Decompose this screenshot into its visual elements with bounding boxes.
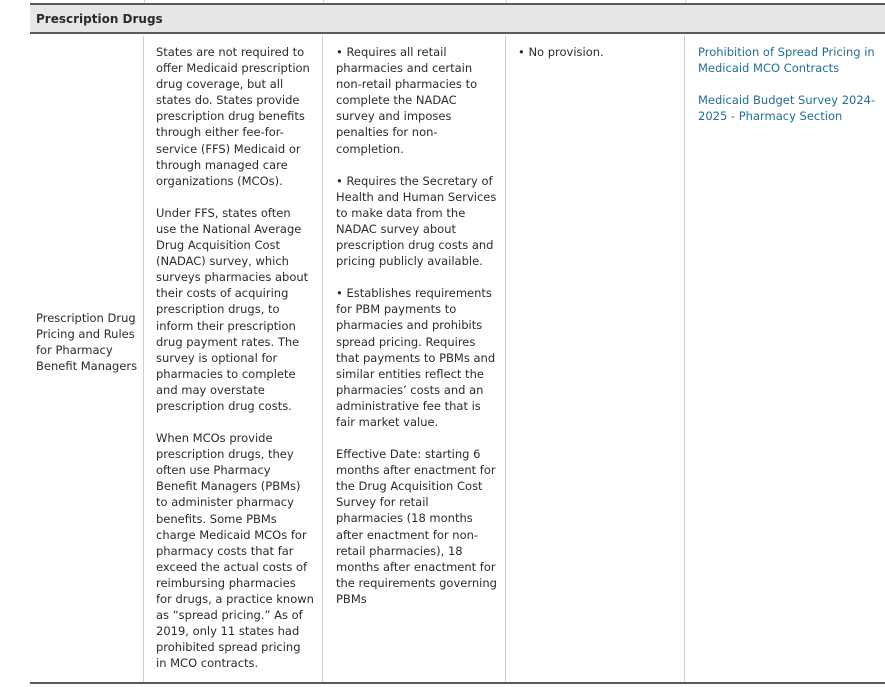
- house-provision-item: • Requires the Secretary of Health and Human Services to make data from the NADAC survey about prescription drug costs and pricing publicly available.: [336, 173, 497, 269]
- topic-cell: [30, 36, 144, 682]
- house-provision-item: • Establishes requirements for PBM payments to pharmacies and prohibits spread pricing. Requires that payments to PBMs and similar entities reflect the pharmacies’ costs and an administrative fee that is fair market value.: [336, 286, 496, 429]
- current-law-cell: [144, 36, 323, 682]
- effective-date-text: Effective Date: starting 6 months after enactment for the Drug Acquisition Cost Survey for retail pharmacies (18 months after enactment for non-retail pharmacies), 18 months after enactment for the requirements governing PBMs: [336, 447, 497, 606]
- current-law-paragraph: States are not required to offer Medicaid prescription drug coverage, but all states do. States provide prescription drug benefits through either fee-for-service (FFS) Medicaid or through managed care organizations (MCOs).: [156, 45, 310, 188]
- table-bottom-border: [30, 682, 885, 684]
- senate-provision-item: • No provision.: [518, 45, 604, 59]
- table-row: [30, 36, 885, 682]
- house-provision-cell: [323, 36, 506, 682]
- topic-label: Prescription Drug Pricing and Rules for Pharmacy Benefit Managers: [36, 311, 138, 374]
- provisions-table: [30, 0, 885, 687]
- current-law-paragraph: When MCOs provide prescription drugs, they often use Pharmacy Benefit Managers (PBMs) to administer pharmacy benefits. Some PBMs charge Medicaid MCOs for pharmacy costs that far exceed the actual costs of reimbursing pharmacies for drugs, a practice known as “spread pricing.” As of 2019, only 11 states had prohibited spread pricing in MCO contracts.: [156, 431, 314, 671]
- section-title: Prescription Drugs: [36, 12, 163, 26]
- house-provision-item: • Requires all retail pharmacies and certain non-retail pharmacies to complete the NADAC survey and imposes penalties for non-completion.: [336, 45, 478, 156]
- budget-survey-link[interactable]: Medicaid Budget Survey 2024-2025 - Pharmacy Section: [698, 93, 876, 124]
- resources-cell: [685, 36, 885, 682]
- current-law-paragraph: Under FFS, states often use the National Average Drug Acquisition Cost (NADAC) survey, which surveys pharmacies about their costs of acquiring prescription drugs, to inform their prescription drug payment rates. The survey is optional for pharmacies to complete and may overstate prescription drug costs.: [156, 205, 309, 413]
- senate-provision-cell: [506, 36, 685, 682]
- section-header: [30, 3, 885, 34]
- spread-pricing-link[interactable]: Prohibition of Spread Pricing in Medicaid MCO Contracts: [698, 45, 875, 76]
